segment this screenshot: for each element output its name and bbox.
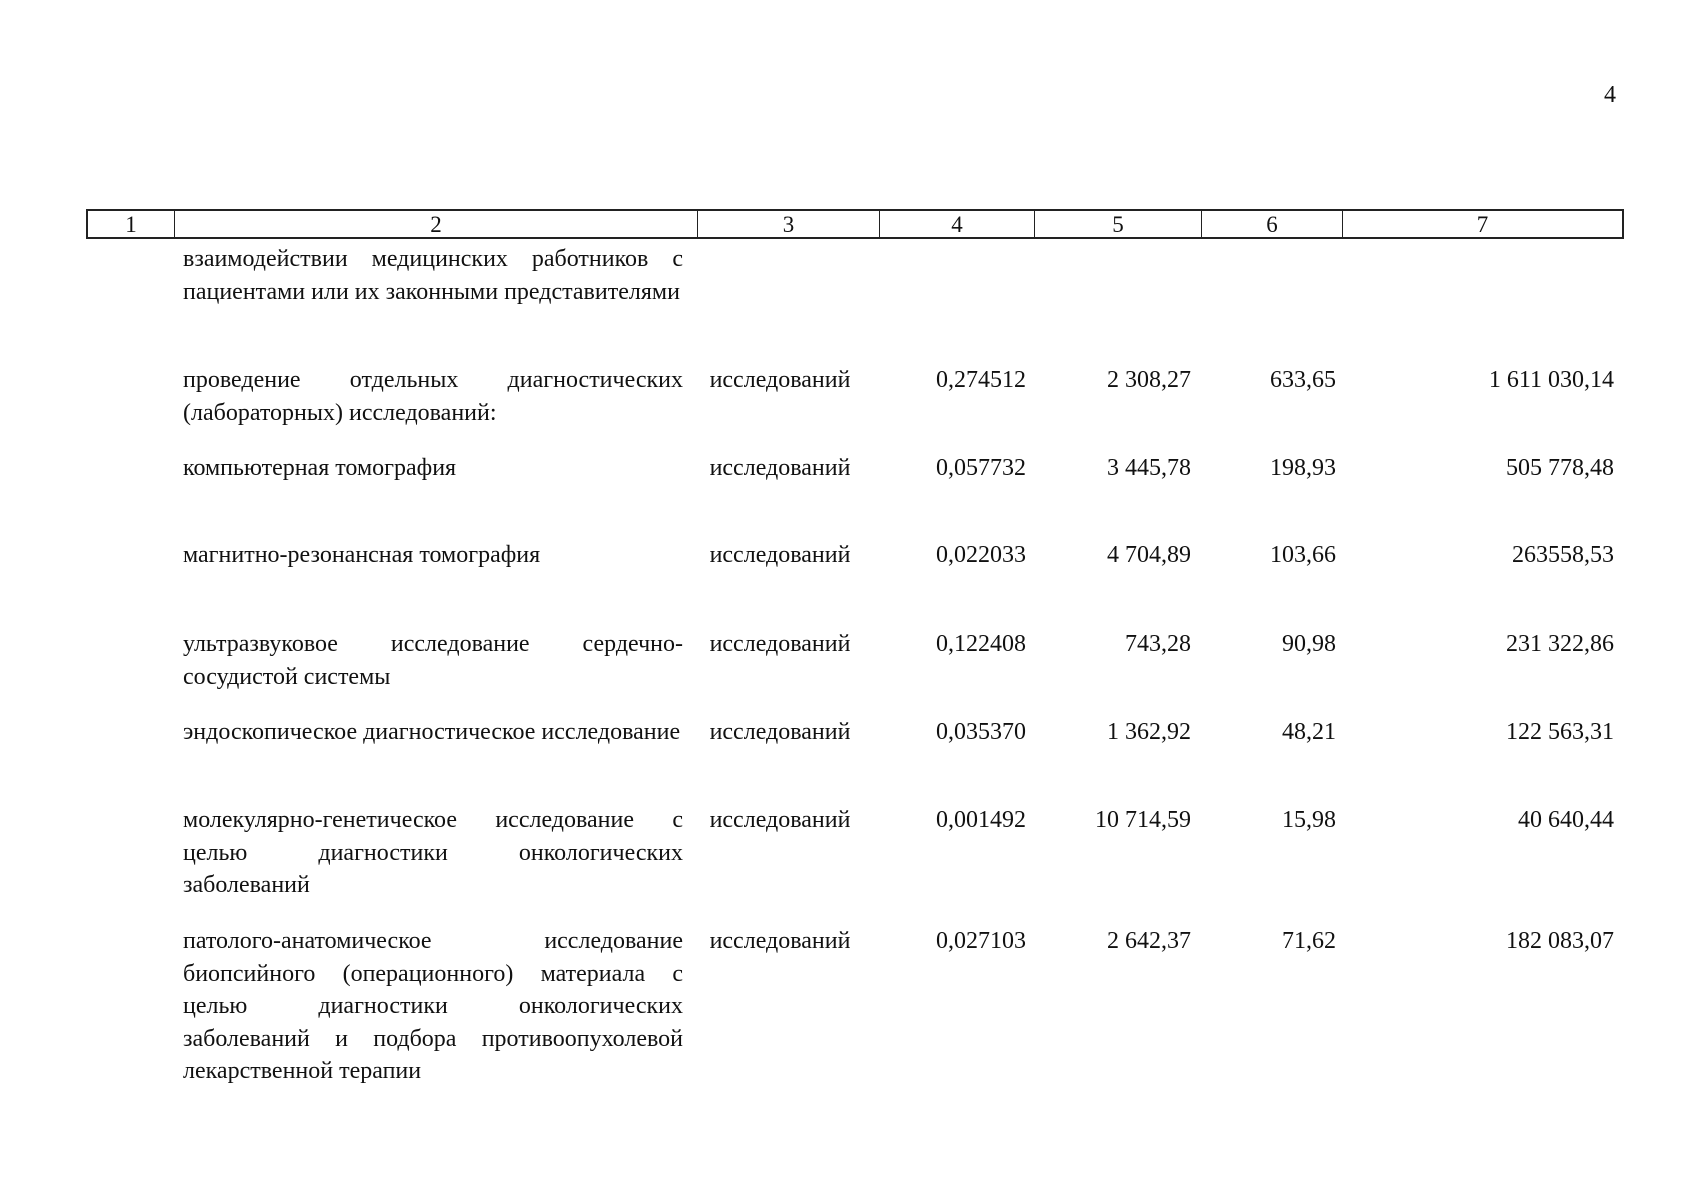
value-col-6: 103,66 [1270,542,1336,568]
value-col-7: 182 083,07 [1506,928,1614,954]
value-col-7: 505 778,48 [1506,455,1614,481]
value-col-4: 0,035370 [936,719,1026,745]
page-number: 4 [1604,82,1616,108]
service-name: взаимодействии медицинских работников с пациентами или их законными представителями [183,246,683,305]
value-col-6: 633,65 [1270,367,1336,393]
value-col-7: 122 563,31 [1506,719,1614,745]
value-col-4: 0,122408 [936,631,1026,657]
service-name: проведение отдельных диагностических (лабораторных) исследований: [183,367,683,426]
column-header-4: 4 [880,211,1035,237]
unit-of-measure: исследований [709,928,851,954]
value-col-5: 3 445,78 [1107,455,1191,481]
value-col-4: 0,274512 [936,367,1026,393]
unit-of-measure: исследований [709,367,851,393]
service-name: патолого-анатомическое исследование биопсийного (операционного) материала с целью диагностики онкологических заболеваний и подбора противоопухолевой лекарственной терапии [183,928,683,1084]
value-col-7: 40 640,44 [1518,807,1614,833]
value-col-5: 10 714,59 [1095,807,1191,833]
column-header-3: 3 [698,211,880,237]
value-col-6: 198,93 [1270,455,1336,481]
value-col-4: 0,027103 [936,928,1026,954]
value-col-6: 90,98 [1282,631,1336,657]
value-col-7: 1 611 030,14 [1488,367,1614,393]
value-col-6: 48,21 [1282,719,1336,745]
service-name: ультразвуковое исследование сердечно-сосудистой системы [183,631,683,690]
unit-of-measure: исследований [709,542,851,568]
value-col-4: 0,022033 [936,542,1026,568]
column-header-7: 7 [1476,212,1489,237]
column-header-2: 2 [175,211,698,237]
service-name: магнитно-резонансная томография [183,542,541,568]
unit-of-measure: исследований [709,631,851,657]
unit-of-measure: исследований [709,455,851,481]
service-name: компьютерная томография [183,455,457,481]
unit-of-measure: исследований [709,807,851,833]
column-header-6: 6 [1202,211,1343,237]
value-col-5: 4 704,89 [1107,542,1191,568]
value-col-5: 2 308,27 [1107,367,1191,393]
value-col-6: 71,62 [1282,928,1336,954]
column-header-5: 5 [1035,211,1202,237]
table-header-row [86,209,1624,239]
service-name: молекулярно-генетическое исследование с целью диагностики онкологических заболеваний [183,807,683,898]
value-col-5: 1 362,92 [1107,719,1191,745]
value-col-5: 743,28 [1125,631,1191,657]
value-col-7: 263558,53 [1512,542,1614,568]
value-col-5: 2 642,37 [1107,928,1191,954]
value-col-7: 231 322,86 [1506,631,1614,657]
value-col-6: 15,98 [1282,807,1336,833]
data-table [86,209,1624,1084]
value-col-4: 0,001492 [936,807,1026,833]
column-header-1: 1 [88,211,175,237]
unit-of-measure: исследований [709,719,851,745]
service-name: эндоскопическое диагностическое исследование [183,719,681,745]
value-col-4: 0,057732 [936,455,1026,481]
